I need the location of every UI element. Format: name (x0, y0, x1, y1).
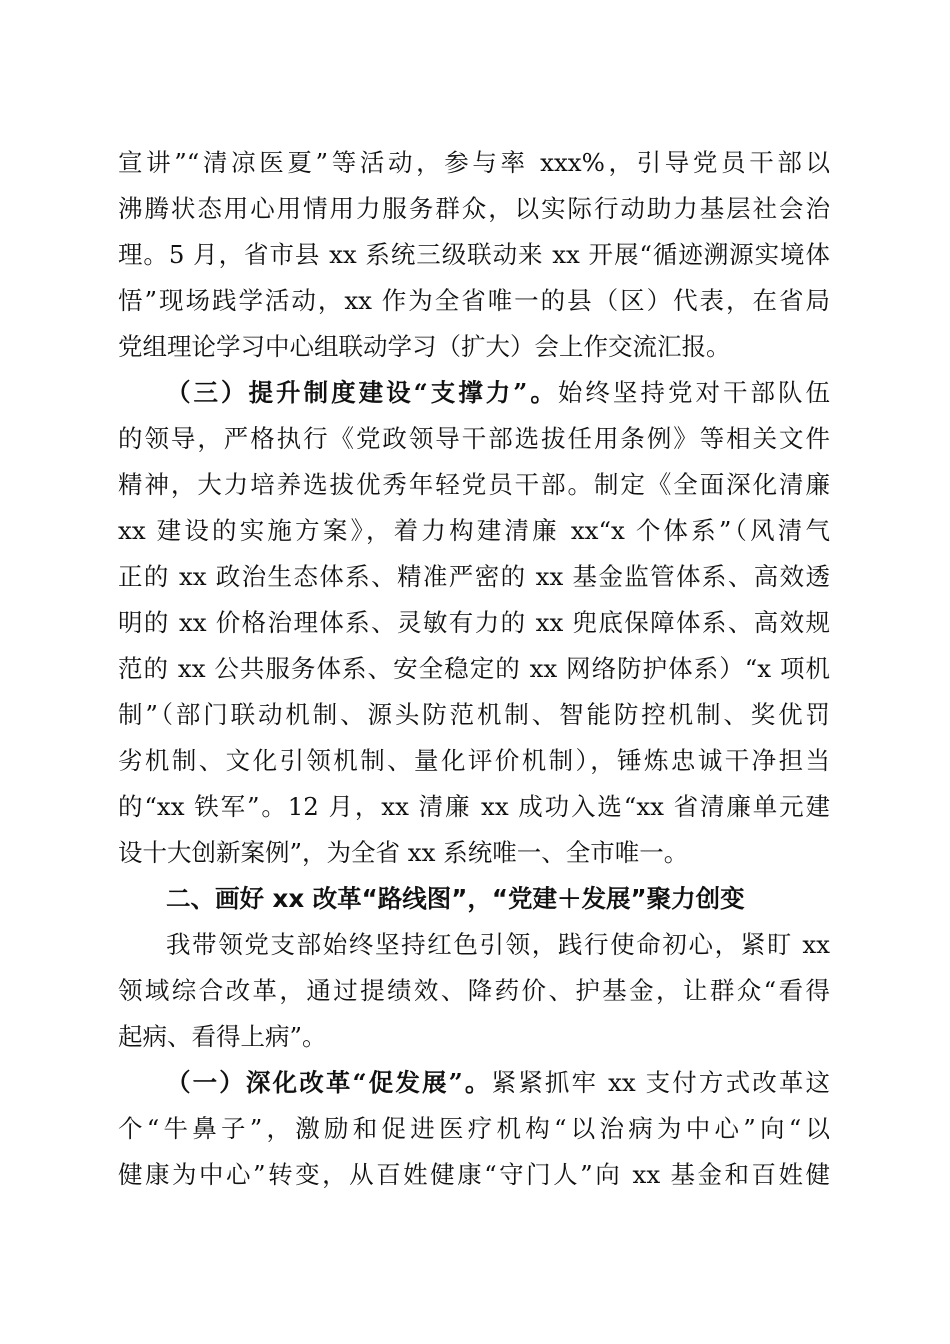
text-line: 的“xx 铁军”。12 月，xx 清廉 xx 成功入选“xx 省清廉单元建 (118, 792, 830, 821)
text-line (118, 1060, 830, 1106)
text-line (118, 370, 830, 416)
text-line: 起病、看得上病”。 (118, 1022, 327, 1051)
text-line: 沸腾状态用心用情用力服务群众，以实际行动助力基层社会治 (118, 194, 830, 223)
text-line: 范的 xx 公共服务体系、安全稳定的 xx 网络防护体系）“x 项机 (118, 654, 830, 683)
text-line: 我带领党支部始终坚持红色引领，践行使命初心，紧盯 xx (166, 930, 830, 959)
document-body (118, 140, 830, 1198)
text-line: 领域综合改革，通过提绩效、降药价、护基金，让群众“看得 (118, 976, 830, 1005)
section-heading-text: 二、画好 xx 改革“路线图”，“党建＋发展”聚力创变 (166, 884, 745, 913)
text-run: 紧紧抓牢 xx 支付方式改革这 (491, 1068, 830, 1097)
subsection-lead: （三）提升制度建设“支撑力”。 (166, 378, 558, 407)
text-line: 劣机制、文化引领机制、量化评价机制），锤炼忠诚干净担当 (118, 746, 830, 775)
text-line: 制”（部门联动机制、源头防范机制、智能防控机制、奖优罚 (118, 700, 830, 729)
text-line: 设十大创新案例”，为全省 xx 系统唯一、全市唯一。 (118, 838, 689, 867)
paragraph-4 (118, 1060, 830, 1198)
text-line: 明的 xx 价格治理体系、灵敏有力的 xx 兜底保障体系、高效规 (118, 608, 830, 637)
text-line: xx 建设的实施方案》，着力构建清廉 xx“x 个体系”（风清气 (118, 516, 830, 545)
text-line: 宣讲”“清凉医夏”等活动，参与率 xxx%，引导党员干部以 (118, 148, 830, 177)
text-line: 正的 xx 政治生态体系、精准严密的 xx 基金监管体系、高效透 (118, 562, 830, 591)
text-line: 理。5 月，省市县 xx 系统三级联动来 xx 开展“循迹溯源实境体 (118, 240, 830, 269)
text-line: 个“牛鼻子”，激励和促进医疗机构“以治病为中心”向“以 (118, 1114, 830, 1143)
paragraph-2 (118, 370, 830, 876)
section-heading (118, 876, 830, 922)
text-line: 悟”现场践学活动，xx 作为全省唯一的县（区）代表，在省局 (118, 286, 830, 315)
text-line: 党组理论学习中心组联动学习（扩大）会上作交流汇报。 (118, 332, 731, 361)
subsection-lead: （一）深化改革“促发展”。 (166, 1068, 492, 1097)
paragraph-3 (118, 922, 830, 1060)
paragraph-1 (118, 140, 830, 370)
text-line: 健康为中心”转变，从百姓健康“守门人”向 xx 基金和百姓健 (118, 1160, 830, 1189)
text-line: 精神，大力培养选拔优秀年轻党员干部。制定《全面深化清廉 (118, 470, 830, 499)
text-line: 的领导，严格执行《党政领导干部选拔任用条例》等相关文件 (118, 424, 830, 453)
text-run: 始终坚持党对干部队伍 (557, 378, 831, 407)
